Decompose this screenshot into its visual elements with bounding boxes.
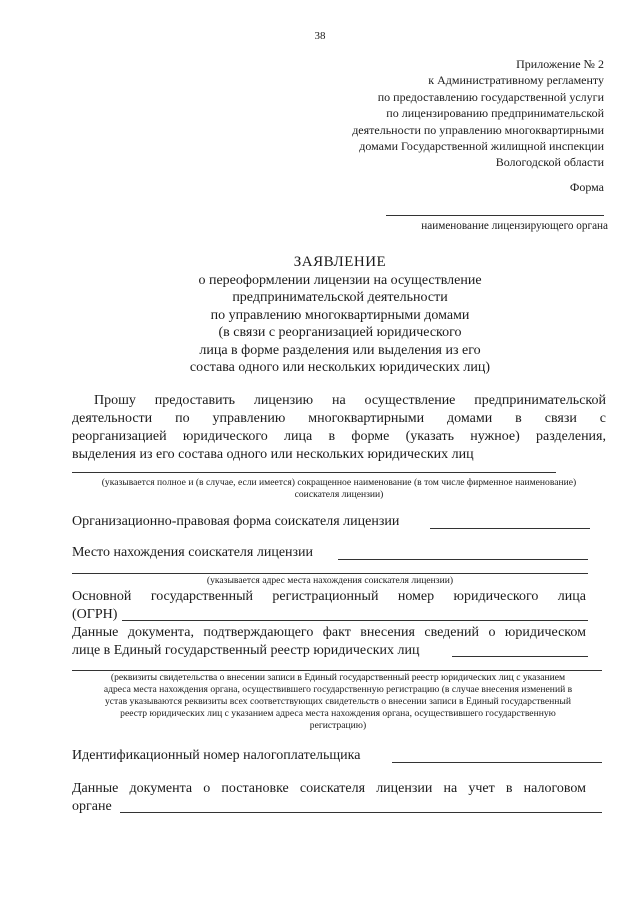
applicant-name-caption bbox=[68, 477, 610, 501]
caption-line: регистрацию) bbox=[309, 720, 367, 731]
intro-line: выделения из его состава одного или нескольких юридических лиц bbox=[72, 447, 474, 462]
caption-line: (указывается полное и (в случае, если имеется) сокращенное наименование (в том числе фирменное наименование) bbox=[101, 477, 577, 488]
tax-label-2: органе bbox=[72, 799, 112, 814]
location-field-2[interactable] bbox=[72, 573, 588, 574]
organ-name-field[interactable] bbox=[386, 215, 604, 216]
tax-label: Данные документа о постановке соискателя лицензии на учет в налоговом bbox=[72, 781, 586, 796]
location-field[interactable] bbox=[338, 559, 588, 560]
egrul-field[interactable] bbox=[452, 656, 588, 657]
inn-label: Идентификационный номер налогоплательщика bbox=[72, 748, 361, 763]
subtitle-line: предпринимательской деятельности bbox=[232, 290, 448, 306]
approval-line: домами Государственной жилищной инспекции bbox=[359, 139, 604, 154]
intro-line: Прошу предоставить лицензию на осуществление предпринимательской bbox=[94, 393, 606, 408]
approval-block bbox=[304, 56, 604, 171]
organ-name-caption: наименование лицензирующего органа bbox=[421, 220, 608, 232]
location-label: Место нахождения соискателя лицензии bbox=[72, 545, 314, 560]
applicant-name-field[interactable] bbox=[72, 472, 556, 473]
legal-form-field[interactable] bbox=[430, 528, 590, 529]
egrul-field-2[interactable] bbox=[72, 670, 602, 671]
page-number: 38 bbox=[314, 30, 326, 42]
subtitle-line: состава одного или нескольких юридических лиц) bbox=[189, 360, 491, 376]
approval-line: к Административному регламенту bbox=[428, 73, 604, 88]
approval-line: Приложение № 2 bbox=[516, 57, 604, 71]
location-caption: (указывается адрес места нахождения соискателя лицензии) bbox=[206, 575, 454, 586]
form-label: Форма bbox=[569, 180, 604, 194]
egrul-label: Данные документа, подтверждающего факт внесения сведений о юридическом bbox=[72, 625, 586, 640]
subtitle-line: лица в форме разделения или выделения из его bbox=[199, 342, 481, 358]
subtitle-line: о переоформлении лицензии на осуществление bbox=[198, 273, 482, 288]
intro-line: деятельности по управлению многоквартирными домами в связи с bbox=[72, 411, 606, 426]
egrul-label-2: лице в Единый государственный реестр юридических лиц bbox=[72, 643, 420, 658]
approval-line: по лицензированию предпринимательской bbox=[386, 106, 604, 121]
legal-form-label: Организационно-правовая форма соискателя лицензии bbox=[72, 514, 400, 529]
intro-line: реорганизацией юридического лица в форме (указать нужное) разделения, bbox=[72, 429, 606, 444]
approval-line: деятельности по управлению многоквартирными bbox=[352, 122, 604, 137]
approval-line: по предоставлению государственной услуги bbox=[377, 89, 604, 104]
subtitle-line: по управлению многоквартирными домами bbox=[210, 307, 470, 323]
ogrn-field[interactable] bbox=[122, 620, 588, 621]
caption-line: (реквизиты свидетельства о внесении записи в Единый государственный реестр юридических лиц с указанием bbox=[110, 672, 566, 683]
approval-line: Вологодской области bbox=[495, 155, 604, 170]
document-title: ЗАЯВЛЕНИЕ bbox=[293, 254, 387, 270]
inn-field[interactable] bbox=[392, 762, 602, 763]
ogrn-label: Основной государственный регистрационный номер юридического лица bbox=[72, 589, 586, 604]
caption-line: устав указываются реквизиты всех соответствующих свидетельств о внесении записи в Единый государственный bbox=[104, 696, 571, 707]
caption-line: адреса места нахождения органа, осуществившего государственную регистрацию (в случае внесения изменений в bbox=[103, 684, 573, 695]
egrul-caption bbox=[64, 672, 612, 732]
caption-line: реестр юридических лиц с указанием адреса места нахождения органа, осуществившего государственную bbox=[120, 708, 556, 719]
document-subtitle bbox=[0, 272, 640, 376]
subtitle-line: (в связи с реорганизацией юридического bbox=[218, 325, 462, 341]
caption-line: соискателя лицензии) bbox=[294, 489, 384, 500]
ogrn-label-2: (ОГРН) bbox=[72, 607, 118, 622]
tax-field[interactable] bbox=[120, 812, 602, 813]
